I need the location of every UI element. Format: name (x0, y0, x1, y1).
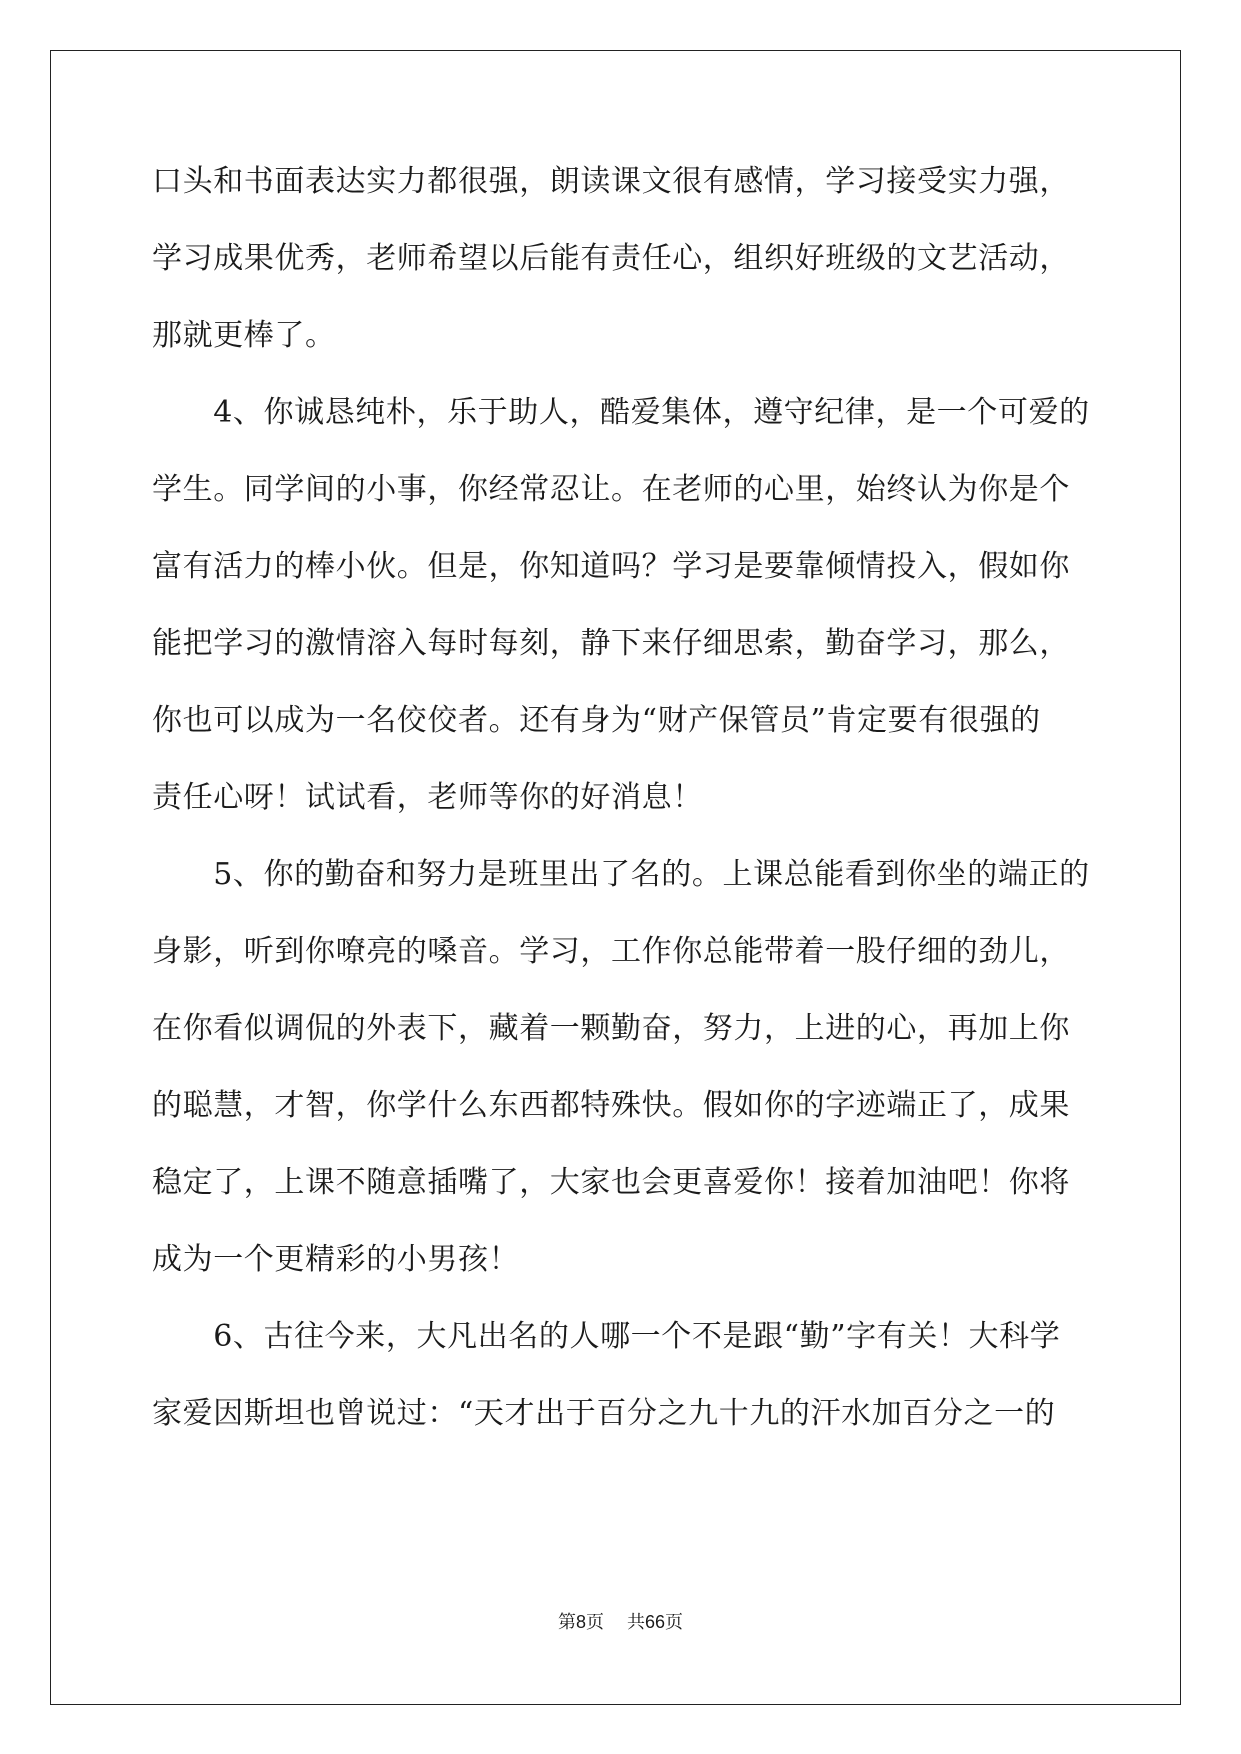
text-line: 那就更棒了。 (152, 318, 336, 353)
text-line: 学习成果优秀，老师希望以后能有责任心，组织好班级的文艺活动， (152, 241, 1070, 276)
text-line: 稳定了，上课不随意插嘴了，大家也会更喜爱你！接着加油吧！你将 (152, 1165, 1070, 1200)
text-line: 的聪慧，才智，你学什么东西都特殊快。假如你的字迹端正了，成果 (152, 1088, 1070, 1123)
body-text (152, 160, 1092, 1469)
text-line: 责任心呀！试试看，老师等你的好消息！ (152, 780, 703, 815)
footer-total-pages: 66 (644, 1612, 665, 1632)
text-line: 6、古往今来，大凡出名的人哪一个不是跟“勤”字有关！大科学 (152, 1319, 1061, 1354)
text-line: 身影，听到你嘹亮的嗓音。学习，工作你总能带着一股仔细的劲儿， (152, 934, 1070, 969)
text-line: 家爱因斯坦也曾说过：“天才出于百分之九十九的汗水加百分之一的 (152, 1396, 1056, 1431)
text-line: 学生。同学间的小事，你经常忍让。在老师的心里，始终认为你是个 (152, 472, 1070, 507)
text-line: 富有活力的棒小伙。但是，你知道吗？学习是要靠倾情投入，假如你 (152, 549, 1070, 584)
text-line: 5、你的勤奋和努力是班里出了名的。上课总能看到你坐的端正的 (152, 857, 1090, 892)
footer-page-prefix: 第 (558, 1612, 577, 1633)
page-footer (0, 1610, 1241, 1635)
text-line: 4、你诚恳纯朴，乐于助人，酷爱集体，遵守纪律，是一个可爱的 (152, 395, 1090, 430)
footer-page-number: 8 (576, 1612, 587, 1632)
footer-total-prefix: 共 (626, 1612, 645, 1633)
text-line: 在你看似调侃的外表下，藏着一颗勤奋，努力，上进的心，再加上你 (152, 1011, 1070, 1046)
text-line: 你也可以成为一名佼佼者。还有身为“财产保管员”肯定要有很强的 (152, 703, 1041, 738)
footer-page-suffix: 页 (586, 1612, 605, 1633)
text-line: 口头和书面表达实力都很强，朗读课文很有感情，学习接受实力强， (152, 164, 1070, 199)
footer-total-suffix: 页 (664, 1612, 683, 1633)
text-line: 成为一个更精彩的小男孩！ (152, 1242, 520, 1277)
text-line: 能把学习的激情溶入每时每刻，静下来仔细思索，勤奋学习，那么， (152, 626, 1070, 661)
